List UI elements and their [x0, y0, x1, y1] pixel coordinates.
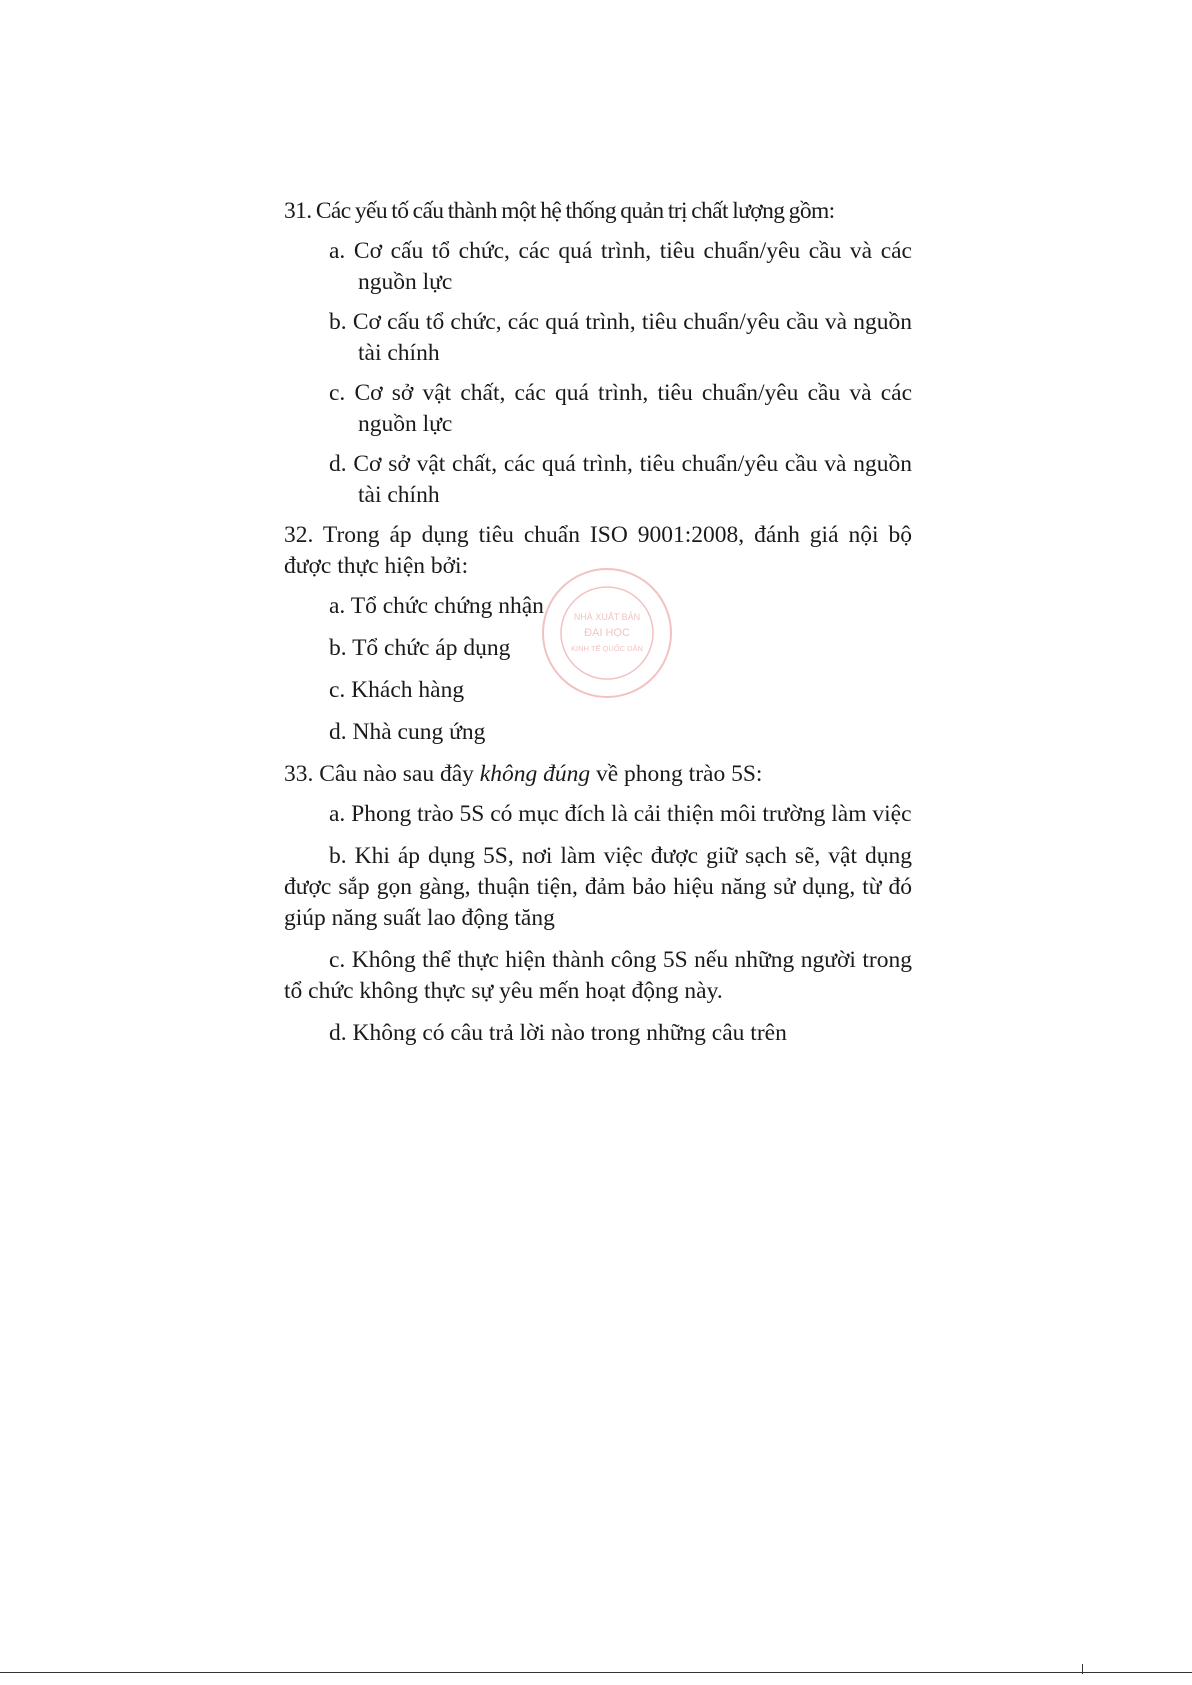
question-33-text-start: 33. Câu nào sau đây — [284, 761, 480, 787]
question-33-option-a: a. Phong trào 5S có mục đích là cải thiện môi trường làm việc — [329, 801, 912, 827]
question-31-option-b: b. Cơ cấu tổ chức, các quá trình, tiêu chuẩn/yêu cầu và nguồn tài chính — [329, 309, 912, 366]
question-33-text-end: về phong trào 5S: — [590, 761, 763, 787]
question-32: 32. Trong áp dụng tiêu chuẩn ISO 9001:2008, đánh giá nội bộ được thực hiện bởi: — [284, 522, 912, 579]
question-31-option-d: d. Cơ sở vật chất, các quá trình, tiêu chuẩn/yêu cầu và nguồn tài chính — [329, 451, 912, 508]
question-33-option-d: d. Không có câu trả lời nào trong những câu trên — [329, 1020, 787, 1046]
question-32-option-c: c. Khách hàng — [329, 677, 465, 703]
seal-text-line3: KINH TẾ QUỐC DÂN — [571, 644, 643, 653]
question-31-option-c: c. Cơ sở vật chất, các quá trình, tiêu chuẩn/yêu cầu và các nguồn lực — [329, 380, 912, 437]
page-bottom-tick — [1082, 1664, 1083, 1674]
page-bottom-rule — [0, 1672, 1192, 1673]
question-33 — [284, 759, 912, 790]
question-32-option-b: b. Tổ chức áp dụng — [329, 635, 511, 661]
question-33-emphasis: không đúng — [479, 761, 591, 787]
question-32-option-a: a. Tổ chức chứng nhận — [329, 593, 544, 619]
question-31-option-a: a. Cơ cấu tổ chức, các quá trình, tiêu chuẩn/yêu cầu và các nguồn lực — [329, 238, 912, 295]
question-33-option-c: c. Không thể thực hiện thành công 5S nếu những người trong tổ chức không thực sự yêu mến hoạt động này. — [284, 947, 912, 1004]
question-32-option-d: d. Nhà cung ứng — [329, 719, 486, 745]
publisher-seal — [540, 566, 674, 700]
seal-text-line2: ĐẠI HỌC — [584, 627, 630, 639]
question-33-option-b: b. Khi áp dụng 5S, nơi làm việc được giữ sạch sẽ, vật dụng được sắp gọn gàng, thuận tiện, đảm bảo hiệu năng sử dụng, từ đó giúp năng suất lao động tăng — [284, 843, 912, 931]
question-31: 31. Các yếu tố cấu thành một hệ thống quản trị chất lượng gồm: — [284, 198, 835, 224]
seal-text-line1: NHÀ XUẤT BẢN — [573, 612, 641, 622]
